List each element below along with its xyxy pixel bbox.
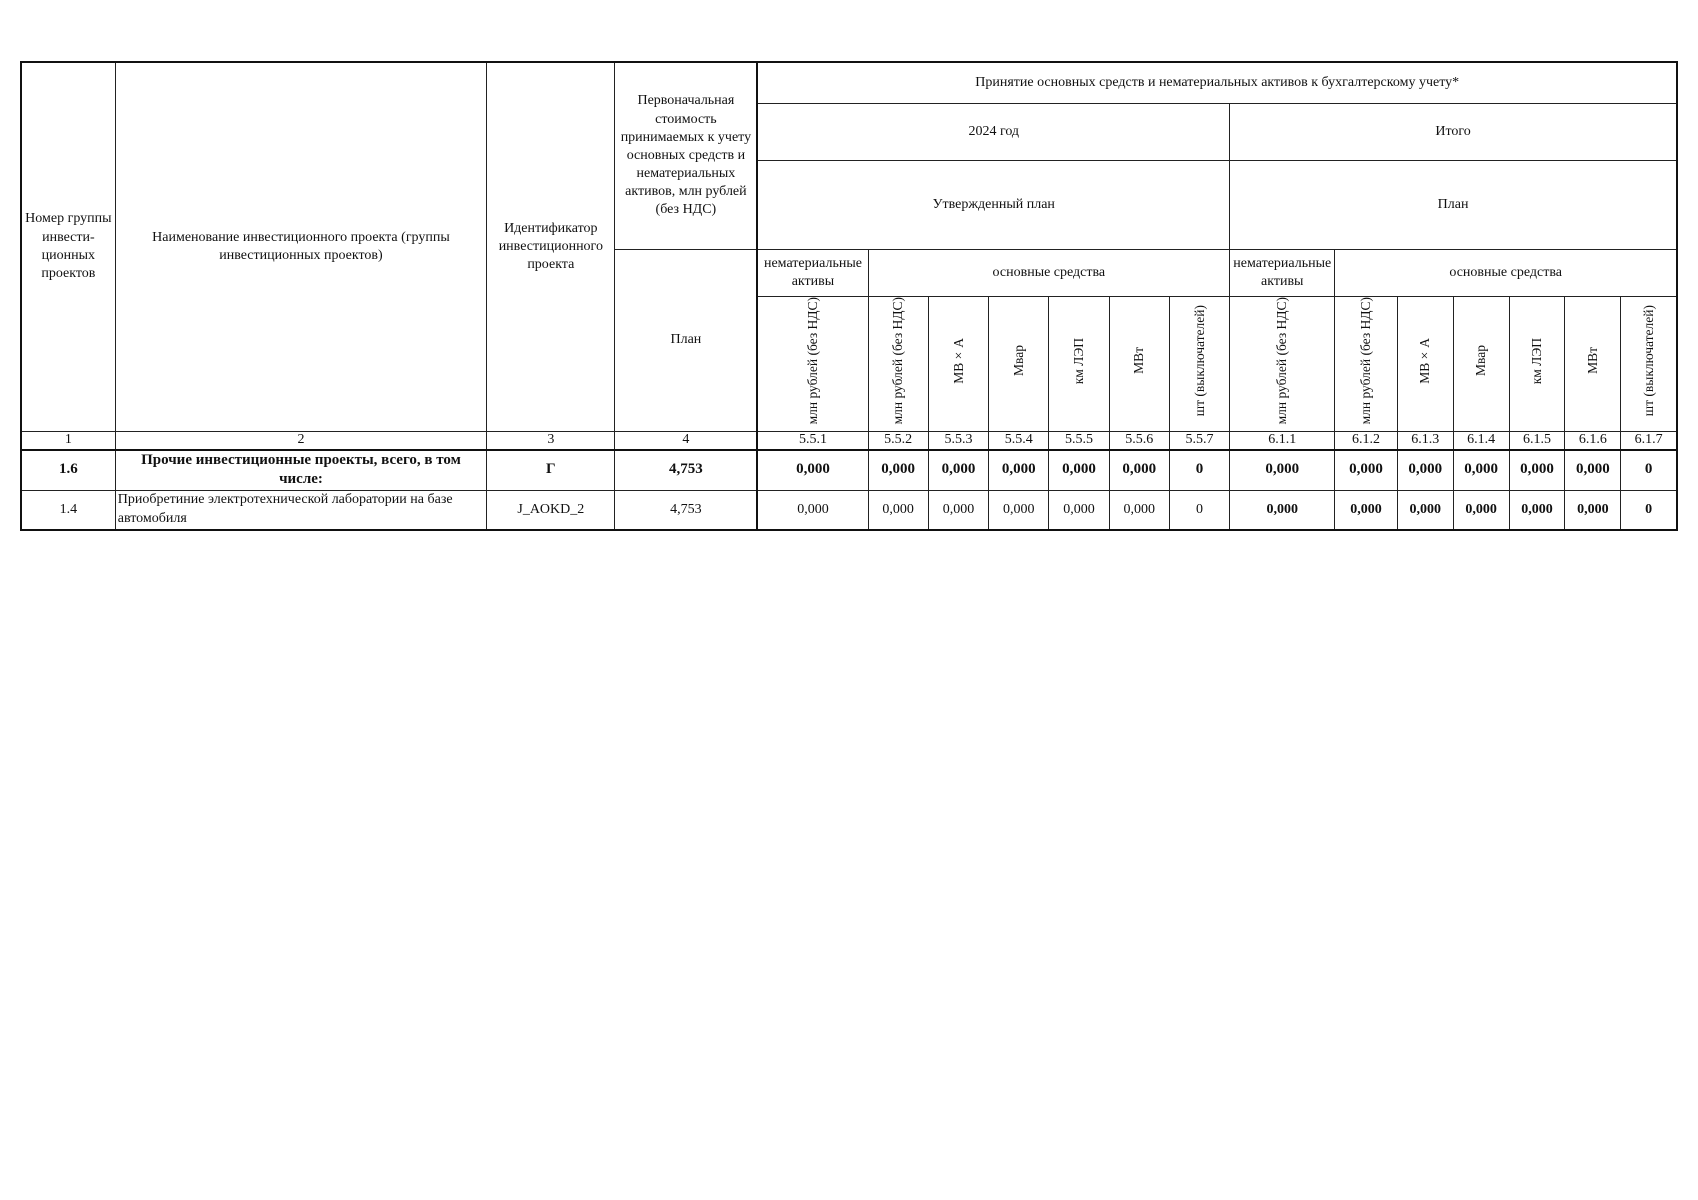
row-project-name: Приобретиние электротехнической лаборатории на базе автомобиля <box>115 490 486 530</box>
column-number: 2 <box>115 431 486 450</box>
header-year-2024: 2024 год <box>757 104 1229 161</box>
column-number: 6.1.2 <box>1335 431 1397 450</box>
column-number: 6.1.5 <box>1509 431 1565 450</box>
column-numbers-row <box>21 431 1677 450</box>
table-row-total <box>21 450 1677 491</box>
column-number: 5.5.5 <box>1049 431 1109 450</box>
row-value: 0,000 <box>1230 490 1335 530</box>
row-value: 0,000 <box>1565 450 1621 491</box>
column-number: 3 <box>487 431 615 450</box>
column-number: 6.1.6 <box>1565 431 1621 450</box>
unit-label: МВ×А <box>950 337 966 384</box>
unit-label: Мвар <box>1473 345 1489 377</box>
investment-report-sheet <box>20 61 1678 531</box>
unit-label: Мвар <box>1010 345 1026 377</box>
unit-cell <box>1230 297 1335 432</box>
unit-label: МВт <box>1585 347 1601 375</box>
column-number: 6.1.4 <box>1453 431 1509 450</box>
row-value: 0,000 <box>1109 490 1169 530</box>
row-value: 0,000 <box>1565 490 1621 530</box>
unit-label: МВ×А <box>1417 337 1433 384</box>
row-value: 0 <box>1621 490 1677 530</box>
column-number: 6.1.3 <box>1397 431 1453 450</box>
unit-cell <box>989 297 1049 432</box>
column-number: 6.1.7 <box>1621 431 1677 450</box>
column-number: 5.5.4 <box>989 431 1049 450</box>
unit-cell <box>868 297 928 432</box>
row-value: 0,000 <box>989 490 1049 530</box>
column-number: 6.1.1 <box>1230 431 1335 450</box>
header-fixed-assets-2024: основные средства <box>868 250 1230 297</box>
column-number: 5.5.6 <box>1109 431 1169 450</box>
header-cost-plan: План <box>615 250 757 432</box>
unit-cell <box>1049 297 1109 432</box>
column-number: 1 <box>21 431 115 450</box>
row-value: 0,000 <box>989 450 1049 491</box>
header-acceptance: Принятие основных средств и нематериальных активов к бухгалтерскому учету* <box>757 62 1677 104</box>
row-value: 0,000 <box>868 490 928 530</box>
unit-cell <box>1335 297 1397 432</box>
table-row-item <box>21 490 1677 530</box>
unit-cell <box>757 297 868 432</box>
row-value: 0,000 <box>1397 490 1453 530</box>
header-plan: План <box>1230 161 1677 250</box>
row-value: 0 <box>1621 450 1677 491</box>
column-number: 5.5.7 <box>1169 431 1229 450</box>
row-project-name: Прочие инвестиционные проекты, всего, в том числе: <box>115 450 486 491</box>
header-group-number: Номер группы инвести-ционных проектов <box>21 62 115 431</box>
header-project-name: Наименование инвестиционного проекта (группы инвестиционных проектов) <box>115 62 486 431</box>
row-value: 0,000 <box>1453 490 1509 530</box>
row-value: 0,000 <box>1335 490 1397 530</box>
row-value: 0,000 <box>757 490 868 530</box>
unit-label: км ЛЭП <box>1071 337 1087 384</box>
row-value: 0,000 <box>757 450 868 491</box>
row-value: 0,000 <box>1509 490 1565 530</box>
investment-table <box>20 61 1678 531</box>
unit-label: млн рублей (без НДС) <box>1358 297 1374 425</box>
column-number: 5.5.3 <box>928 431 988 450</box>
header-intangible-2024: нематериальные активы <box>757 250 868 297</box>
row-value: 0,000 <box>1335 450 1397 491</box>
unit-cell <box>1453 297 1509 432</box>
row-value: 0,000 <box>1109 450 1169 491</box>
row-project-id: Г <box>487 450 615 491</box>
unit-cell <box>1169 297 1229 432</box>
column-number: 4 <box>615 431 757 450</box>
row-value: 0 <box>1169 450 1229 491</box>
unit-cell <box>1565 297 1621 432</box>
row-initial-cost: 4,753 <box>615 450 757 491</box>
header-project-id: Идентификатор инвестиционного проекта <box>487 62 615 431</box>
unit-label: шт (выключателей) <box>1640 305 1656 417</box>
unit-cell <box>928 297 988 432</box>
row-value: 0,000 <box>928 450 988 491</box>
unit-label: млн рублей (без НДС) <box>805 297 821 425</box>
unit-label: млн рублей (без НДС) <box>1274 297 1290 425</box>
unit-cell <box>1509 297 1565 432</box>
row-value: 0,000 <box>1397 450 1453 491</box>
row-value: 0,000 <box>868 450 928 491</box>
unit-label: МВт <box>1131 347 1147 375</box>
row-value: 0,000 <box>1509 450 1565 491</box>
row-project-id: J_AOKD_2 <box>487 490 615 530</box>
row-value: 0 <box>1169 490 1229 530</box>
unit-label: млн рублей (без НДС) <box>890 297 906 425</box>
header-fixed-assets-total: основные средства <box>1335 250 1677 297</box>
row-group-number: 1.6 <box>21 450 115 491</box>
row-value: 0,000 <box>1230 450 1335 491</box>
header-initial-cost: Первоначальная стоимость принимаемых к учету основных средств и нематериальных активов, млн рублей (без НДС) <box>615 62 757 250</box>
unit-cell <box>1109 297 1169 432</box>
row-value: 0,000 <box>1049 490 1109 530</box>
row-group-number: 1.4 <box>21 490 115 530</box>
header-approved-plan: Утвержденный план <box>757 161 1229 250</box>
row-initial-cost: 4,753 <box>615 490 757 530</box>
row-value: 0,000 <box>1049 450 1109 491</box>
row-value: 0,000 <box>1453 450 1509 491</box>
unit-cell <box>1621 297 1677 432</box>
row-value: 0,000 <box>928 490 988 530</box>
unit-cell <box>1397 297 1453 432</box>
unit-label: шт (выключателей) <box>1191 305 1207 417</box>
header-intangible-total: нематериальные активы <box>1230 250 1335 297</box>
header-total: Итого <box>1230 104 1677 161</box>
column-number: 5.5.1 <box>757 431 868 450</box>
column-number: 5.5.2 <box>868 431 928 450</box>
unit-label: км ЛЭП <box>1529 337 1545 384</box>
